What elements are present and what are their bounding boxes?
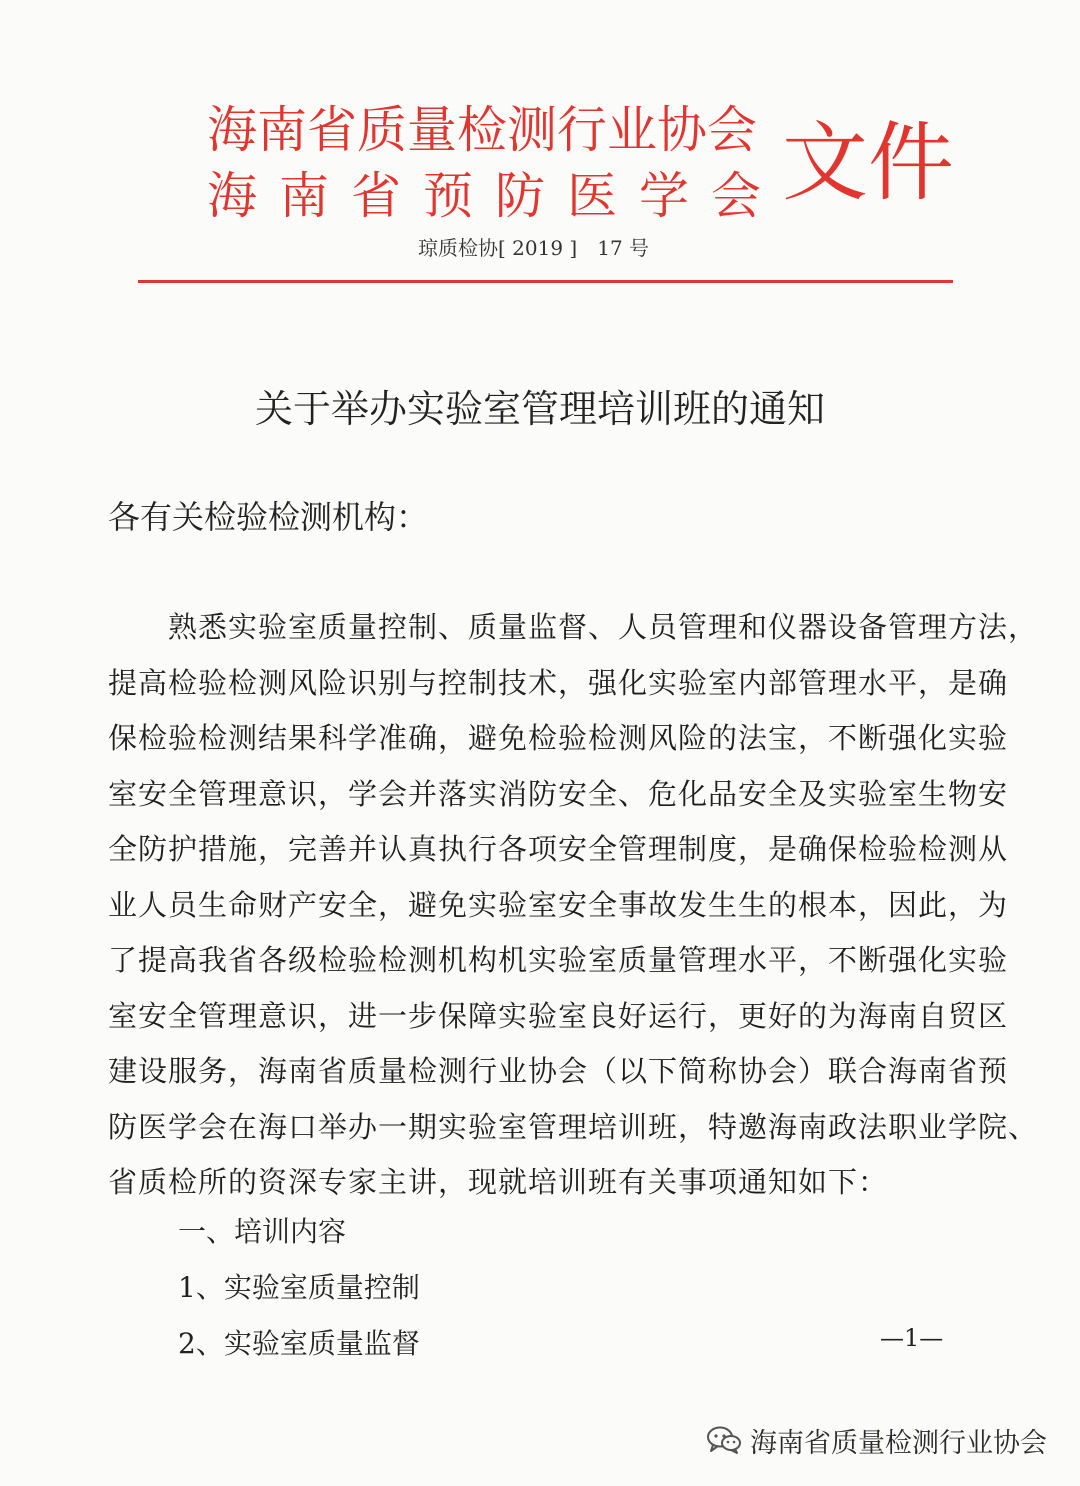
notice-title: 关于举办实验室管理培训班的通知	[254, 387, 825, 431]
list-item: 1、实验室质量控制	[178, 1271, 420, 1304]
body-line: 熟悉实验室质量控制、质量监督、人员管理和仪器设备管理方法，	[168, 610, 1039, 644]
body-line: 室安全管理意识，进一步保障实验室良好运行，更好的为海南自贸区	[108, 998, 1009, 1033]
body-line: 业人员生命财产安全，避免实验室安全事故发生生的根本，因此，为	[108, 887, 1009, 922]
document-number: 琼质检协[ 2019 ] 17 号	[418, 236, 650, 260]
body-line: 保检验检测结果科学准确，避免检验检测风险的法宝，不断强化实验	[108, 721, 1009, 755]
body-line: 了提高我省各级检验检测机构机实验室质量管理水平，不断强化实验	[108, 943, 1009, 977]
wechat-icon	[706, 1425, 742, 1455]
document-type-label: 文件	[782, 113, 954, 213]
body-line: 室安全管理意识，学会并落实消防安全、危化品安全及实验室生物安	[108, 776, 1009, 811]
body-line: 防医学会在海口举办一期实验室管理培训班，特邀海南政法职业学院、	[108, 1109, 1039, 1144]
page-number: —1—	[880, 1324, 944, 1352]
section-heading: 一、培训内容	[178, 1215, 347, 1248]
body-line: 建设服务，海南省质量检测行业协会（以下简称协会）联合海南省预	[108, 1054, 1009, 1088]
list-item: 2、实验室质量监督	[178, 1327, 420, 1360]
body-line: 提高检验检测风险识别与控制技术，强化实验室内部管理水平，是确	[108, 665, 1009, 700]
body-paragraph	[108, 600, 1039, 1211]
red-divider-line	[138, 280, 953, 283]
watermark-brand	[706, 1420, 1047, 1460]
body-line: 省质检所的资深专家主讲，现就培训班有关事项通知如下：	[108, 1165, 889, 1199]
brand-name: 海南省质量检测行业协会	[750, 1427, 1047, 1459]
issuer-org-line-2: 海南省预防医学会	[207, 167, 783, 225]
body-line: 全防护措施，完善并认真执行各项安全管理制度，是确保检验检测从	[108, 832, 1009, 866]
issuer-org-line-1: 海南省质量检测行业协会	[207, 101, 757, 159]
salutation: 各有关检验检测机构：	[108, 498, 429, 536]
